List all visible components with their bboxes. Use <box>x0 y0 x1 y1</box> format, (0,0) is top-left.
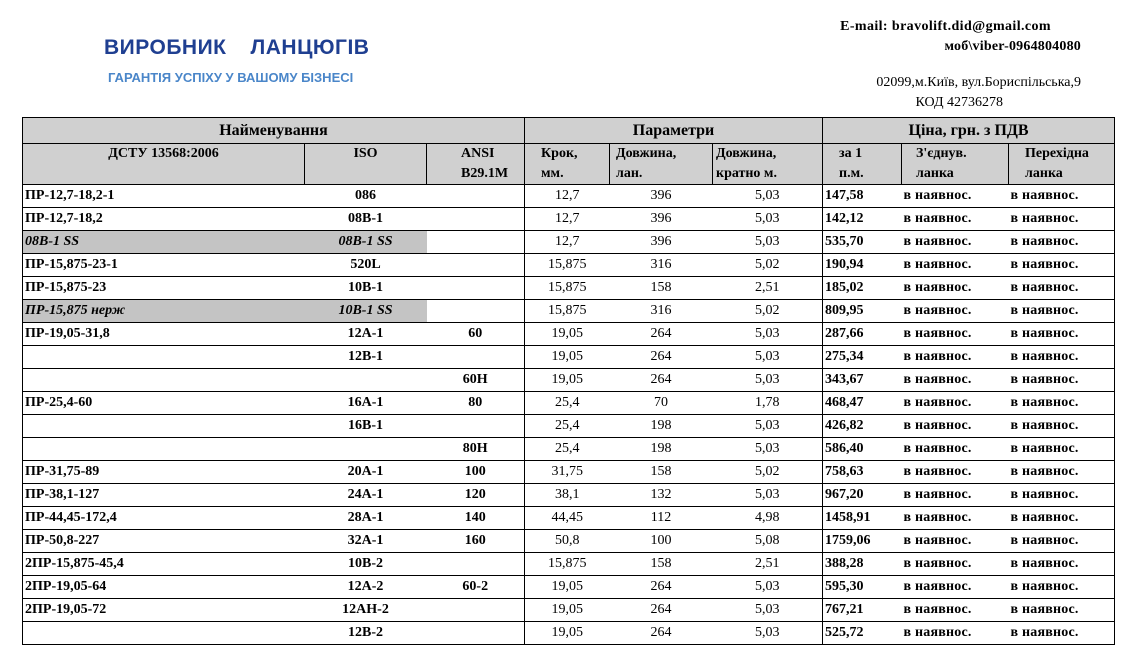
cell-ansi <box>427 553 525 576</box>
col-header-line-2: п.м. <box>839 166 864 181</box>
col-header-line-1: З'єднув. <box>916 146 967 161</box>
price-table <box>22 117 1115 645</box>
col-header-price-per-m <box>823 144 902 185</box>
col-header-line-1: ДСТУ 13568:2006 <box>108 146 219 161</box>
cell-links: 158 <box>610 277 713 300</box>
col-header-ansi <box>427 144 525 185</box>
cell-links: 132 <box>610 484 713 507</box>
contact-address: 02099,м.Київ, вул.Бориспільська,9 <box>876 75 1081 90</box>
cell-transition-link: в наявнос. <box>1009 254 1115 277</box>
cell-ansi <box>427 185 525 208</box>
col-header-line-1: Перехідна <box>1025 146 1089 161</box>
group-header-name: Найменування <box>23 118 525 144</box>
cell-pitch: 38,1 <box>525 484 610 507</box>
cell-ansi: 160 <box>427 530 525 553</box>
cell-price: 388,28 <box>823 553 902 576</box>
cell-iso: 24А-1 <box>305 484 427 507</box>
cell-connecting-link: в наявнос. <box>902 277 1009 300</box>
cell-ansi <box>427 622 525 645</box>
contact-email: E-mail: bravolift.did@gmail.com <box>840 19 1051 34</box>
cell-price: 586,40 <box>823 438 902 461</box>
cell-length: 5,02 <box>713 300 823 323</box>
brand-slogan: ГАРАНТІЯ УСПІХУ У ВАШОМУ БІЗНЕСІ <box>108 70 354 85</box>
cell-transition-link: в наявнос. <box>1009 185 1115 208</box>
col-header-line-2: ланка <box>1025 166 1063 181</box>
cell-links: 396 <box>610 185 713 208</box>
table-row <box>23 392 1115 415</box>
col-header-line-2: мм. <box>541 166 564 181</box>
cell-price: 275,34 <box>823 346 902 369</box>
cell-connecting-link: в наявнос. <box>902 622 1009 645</box>
table-row <box>23 576 1115 599</box>
cell-iso: 08B-1 SS <box>305 231 427 254</box>
cell-length: 5,03 <box>713 369 823 392</box>
cell-length: 5,03 <box>713 599 823 622</box>
cell-links: 264 <box>610 369 713 392</box>
cell-ansi: 140 <box>427 507 525 530</box>
table-row <box>23 346 1115 369</box>
cell-connecting-link: в наявнос. <box>902 369 1009 392</box>
cell-iso: 10В-2 <box>305 553 427 576</box>
cell-length: 5,03 <box>713 346 823 369</box>
cell-price: 758,63 <box>823 461 902 484</box>
cell-pitch: 19,05 <box>525 622 610 645</box>
table-row <box>23 254 1115 277</box>
cell-iso: 08В-1 <box>305 208 427 231</box>
cell-ansi: 80 <box>427 392 525 415</box>
cell-connecting-link: в наявнос. <box>902 438 1009 461</box>
group-header-params: Параметри <box>525 118 823 144</box>
cell-connecting-link: в наявнос. <box>902 185 1009 208</box>
cell-ansi <box>427 254 525 277</box>
cell-transition-link: в наявнос. <box>1009 576 1115 599</box>
cell-connecting-link: в наявнос. <box>902 231 1009 254</box>
cell-dstu: ПР-15,875-23-1 <box>23 254 305 277</box>
cell-price: 767,21 <box>823 599 902 622</box>
cell-connecting-link: в наявнос. <box>902 254 1009 277</box>
table-row <box>23 438 1115 461</box>
cell-connecting-link: в наявнос. <box>902 530 1009 553</box>
table-row <box>23 369 1115 392</box>
cell-length: 5,03 <box>713 208 823 231</box>
cell-links: 198 <box>610 415 713 438</box>
col-header-line-1: ANSI <box>461 146 495 161</box>
cell-transition-link: в наявнос. <box>1009 208 1115 231</box>
cell-connecting-link: в наявнос. <box>902 553 1009 576</box>
cell-price: 809,95 <box>823 300 902 323</box>
cell-iso: 16В-1 <box>305 415 427 438</box>
cell-ansi: 60-2 <box>427 576 525 599</box>
cell-transition-link: в наявнос. <box>1009 392 1115 415</box>
col-header-line-1: Довжина, <box>616 146 677 161</box>
cell-length: 5,03 <box>713 185 823 208</box>
cell-price: 595,30 <box>823 576 902 599</box>
table-row <box>23 208 1115 231</box>
cell-dstu: 2ПР-19,05-72 <box>23 599 305 622</box>
cell-pitch: 19,05 <box>525 346 610 369</box>
cell-links: 70 <box>610 392 713 415</box>
cell-transition-link: в наявнос. <box>1009 415 1115 438</box>
table-row <box>23 622 1115 645</box>
cell-links: 112 <box>610 507 713 530</box>
col-header-iso <box>305 144 427 185</box>
cell-pitch: 25,4 <box>525 392 610 415</box>
cell-length: 4,98 <box>713 507 823 530</box>
cell-transition-link: в наявнос. <box>1009 323 1115 346</box>
cell-transition-link: в наявнос. <box>1009 530 1115 553</box>
price-table-body <box>23 118 1115 645</box>
cell-dstu <box>23 622 305 645</box>
cell-transition-link: в наявнос. <box>1009 622 1115 645</box>
table-row <box>23 300 1115 323</box>
cell-links: 264 <box>610 346 713 369</box>
cell-connecting-link: в наявнос. <box>902 392 1009 415</box>
cell-iso: 28А-1 <box>305 507 427 530</box>
cell-length: 5,03 <box>713 231 823 254</box>
table-row <box>23 484 1115 507</box>
table-column-header-row <box>23 144 1115 185</box>
cell-length: 2,51 <box>713 277 823 300</box>
cell-length: 5,08 <box>713 530 823 553</box>
cell-dstu: ПР-15,875 нерж <box>23 300 305 323</box>
cell-connecting-link: в наявнос. <box>902 208 1009 231</box>
table-row <box>23 415 1115 438</box>
cell-iso: 12А-2 <box>305 576 427 599</box>
cell-length: 5,03 <box>713 484 823 507</box>
table-row <box>23 553 1115 576</box>
cell-price: 147,58 <box>823 185 902 208</box>
cell-price: 343,67 <box>823 369 902 392</box>
cell-iso: 16А-1 <box>305 392 427 415</box>
table-row <box>23 323 1115 346</box>
cell-links: 158 <box>610 553 713 576</box>
cell-length: 5,02 <box>713 461 823 484</box>
cell-links: 316 <box>610 254 713 277</box>
table-row <box>23 530 1115 553</box>
cell-price: 967,20 <box>823 484 902 507</box>
cell-transition-link: в наявнос. <box>1009 484 1115 507</box>
cell-iso <box>305 438 427 461</box>
cell-dstu: ПР-31,75-89 <box>23 461 305 484</box>
cell-dstu <box>23 415 305 438</box>
cell-links: 264 <box>610 622 713 645</box>
cell-pitch: 50,8 <box>525 530 610 553</box>
cell-transition-link: в наявнос. <box>1009 277 1115 300</box>
cell-length: 1,78 <box>713 392 823 415</box>
cell-iso: 10В-1 <box>305 277 427 300</box>
cell-transition-link: в наявнос. <box>1009 346 1115 369</box>
cell-pitch: 15,875 <box>525 300 610 323</box>
cell-pitch: 19,05 <box>525 576 610 599</box>
cell-iso: 520L <box>305 254 427 277</box>
cell-connecting-link: в наявнос. <box>902 300 1009 323</box>
cell-dstu: ПР-25,4-60 <box>23 392 305 415</box>
cell-iso: 086 <box>305 185 427 208</box>
cell-connecting-link: в наявнос. <box>902 599 1009 622</box>
cell-ansi <box>427 599 525 622</box>
cell-price: 185,02 <box>823 277 902 300</box>
table-row <box>23 461 1115 484</box>
brand-title-word-1: ВИРОБНИК <box>104 36 227 59</box>
cell-ansi <box>427 208 525 231</box>
cell-transition-link: в наявнос. <box>1009 599 1115 622</box>
col-header-links <box>610 144 713 185</box>
brand-title-word-2: ЛАНЦЮГІВ <box>250 36 370 59</box>
cell-links: 316 <box>610 300 713 323</box>
cell-dstu: ПР-12,7-18,2-1 <box>23 185 305 208</box>
cell-transition-link: в наявнос. <box>1009 231 1115 254</box>
cell-dstu: 2ПР-19,05-64 <box>23 576 305 599</box>
col-header-connecting-link <box>902 144 1009 185</box>
cell-dstu: ПР-50,8-227 <box>23 530 305 553</box>
cell-connecting-link: в наявнос. <box>902 484 1009 507</box>
table-row <box>23 277 1115 300</box>
cell-pitch: 19,05 <box>525 369 610 392</box>
table-row <box>23 185 1115 208</box>
cell-pitch: 19,05 <box>525 599 610 622</box>
cell-transition-link: в наявнос. <box>1009 553 1115 576</box>
cell-ansi <box>427 277 525 300</box>
contact-phone: моб\viber-0964804080 <box>944 39 1081 54</box>
cell-price: 525,72 <box>823 622 902 645</box>
cell-pitch: 12,7 <box>525 208 610 231</box>
cell-iso: 12В-2 <box>305 622 427 645</box>
col-header-length <box>713 144 823 185</box>
cell-ansi <box>427 346 525 369</box>
cell-price: 1759,06 <box>823 530 902 553</box>
cell-pitch: 12,7 <box>525 185 610 208</box>
cell-pitch: 12,7 <box>525 231 610 254</box>
cell-links: 264 <box>610 599 713 622</box>
cell-connecting-link: в наявнос. <box>902 507 1009 530</box>
cell-dstu <box>23 438 305 461</box>
cell-ansi: 120 <box>427 484 525 507</box>
col-header-line-2: кратно м. <box>716 166 777 181</box>
cell-pitch: 15,875 <box>525 254 610 277</box>
cell-price: 287,66 <box>823 323 902 346</box>
table-row <box>23 599 1115 622</box>
cell-pitch: 25,4 <box>525 438 610 461</box>
contact-company-code: КОД 42736278 <box>915 95 1003 110</box>
cell-ansi: 60Н <box>427 369 525 392</box>
col-header-line-1: ISO <box>353 146 378 161</box>
cell-price: 190,94 <box>823 254 902 277</box>
cell-links: 264 <box>610 576 713 599</box>
contact-block <box>840 17 1081 113</box>
cell-dstu: ПР-44,45-172,4 <box>23 507 305 530</box>
table-group-header-row <box>23 118 1115 144</box>
cell-price: 142,12 <box>823 208 902 231</box>
cell-links: 198 <box>610 438 713 461</box>
cell-ansi <box>427 231 525 254</box>
cell-iso: 12В-1 <box>305 346 427 369</box>
cell-iso: 32А-1 <box>305 530 427 553</box>
col-header-dstu <box>23 144 305 185</box>
cell-transition-link: в наявнос. <box>1009 300 1115 323</box>
cell-transition-link: в наявнос. <box>1009 507 1115 530</box>
cell-iso: 12А-1 <box>305 323 427 346</box>
cell-connecting-link: в наявнос. <box>902 415 1009 438</box>
cell-iso: 12АН-2 <box>305 599 427 622</box>
cell-pitch: 44,45 <box>525 507 610 530</box>
cell-price: 535,70 <box>823 231 902 254</box>
col-header-transition-link <box>1009 144 1115 185</box>
cell-connecting-link: в наявнос. <box>902 323 1009 346</box>
cell-ansi: 100 <box>427 461 525 484</box>
cell-length: 5,03 <box>713 622 823 645</box>
cell-length: 5,03 <box>713 415 823 438</box>
cell-connecting-link: в наявнос. <box>902 346 1009 369</box>
cell-ansi: 80Н <box>427 438 525 461</box>
cell-pitch: 31,75 <box>525 461 610 484</box>
cell-iso: 20А-1 <box>305 461 427 484</box>
cell-connecting-link: в наявнос. <box>902 461 1009 484</box>
cell-dstu: ПР-15,875-23 <box>23 277 305 300</box>
brand-block <box>104 36 369 85</box>
col-header-pitch <box>525 144 610 185</box>
col-header-line-1: Крок, <box>541 146 578 161</box>
cell-links: 100 <box>610 530 713 553</box>
cell-ansi <box>427 415 525 438</box>
cell-price: 468,47 <box>823 392 902 415</box>
cell-links: 158 <box>610 461 713 484</box>
cell-iso <box>305 369 427 392</box>
col-header-line-2: ланка <box>916 166 954 181</box>
table-row <box>23 231 1115 254</box>
cell-dstu: ПР-19,05-31,8 <box>23 323 305 346</box>
cell-dstu: 08B-1 SS <box>23 231 305 254</box>
cell-pitch: 15,875 <box>525 553 610 576</box>
cell-dstu <box>23 369 305 392</box>
cell-pitch: 25,4 <box>525 415 610 438</box>
cell-transition-link: в наявнос. <box>1009 369 1115 392</box>
table-row <box>23 507 1115 530</box>
cell-transition-link: в наявнос. <box>1009 438 1115 461</box>
cell-links: 264 <box>610 323 713 346</box>
col-header-line-2: лан. <box>616 166 643 181</box>
cell-length: 5,03 <box>713 438 823 461</box>
cell-links: 396 <box>610 208 713 231</box>
cell-dstu <box>23 346 305 369</box>
cell-links: 396 <box>610 231 713 254</box>
cell-length: 2,51 <box>713 553 823 576</box>
col-header-line-2: B29.1M <box>461 166 509 181</box>
cell-connecting-link: в наявнос. <box>902 576 1009 599</box>
cell-price: 426,82 <box>823 415 902 438</box>
group-header-price: Ціна, грн. з ПДВ <box>823 118 1115 144</box>
brand-title <box>104 36 369 60</box>
cell-pitch: 15,875 <box>525 277 610 300</box>
cell-pitch: 19,05 <box>525 323 610 346</box>
cell-ansi: 60 <box>427 323 525 346</box>
col-header-line-1: за 1 <box>839 146 863 161</box>
cell-dstu: 2ПР-15,875-45,4 <box>23 553 305 576</box>
cell-length: 5,02 <box>713 254 823 277</box>
cell-dstu: ПР-38,1-127 <box>23 484 305 507</box>
cell-length: 5,03 <box>713 323 823 346</box>
cell-price: 1458,91 <box>823 507 902 530</box>
col-header-line-1: Довжина, <box>716 146 777 161</box>
cell-dstu: ПР-12,7-18,2 <box>23 208 305 231</box>
cell-transition-link: в наявнос. <box>1009 461 1115 484</box>
cell-iso: 10B-1 SS <box>305 300 427 323</box>
cell-length: 5,03 <box>713 576 823 599</box>
cell-ansi <box>427 300 525 323</box>
